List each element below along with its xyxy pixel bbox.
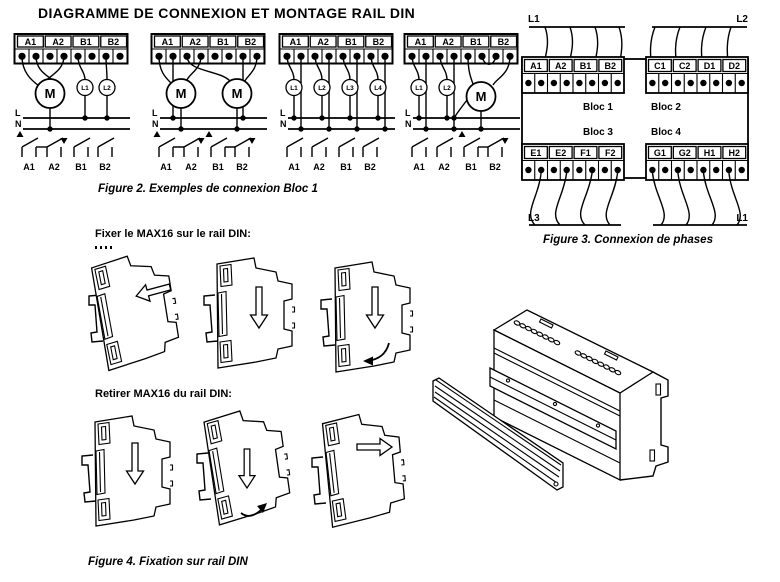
figure3-caption: Figure 3. Connexion de phases [543, 234, 713, 246]
module-remove-step-3 [312, 411, 409, 527]
terminal-label: A2 [189, 37, 201, 47]
terminal-label: A1 [414, 37, 427, 47]
lamp-label: L1 [290, 85, 298, 92]
down-arrow-icon [249, 138, 256, 144]
switch-label: A1 [23, 162, 35, 172]
live-line-label: L [280, 108, 286, 118]
motor-label: M [175, 86, 187, 101]
module-remove-step-1 [82, 416, 173, 526]
up-arrow-icon [206, 131, 213, 137]
switch-label: B1 [75, 162, 87, 172]
motor-label: M [475, 89, 487, 104]
terminal-label: F1 [580, 148, 591, 158]
terminal-strip-bloc2 [646, 57, 748, 93]
figure2-diagram-1 [13, 30, 133, 180]
terminal-label: E2 [555, 148, 567, 158]
lamp-label: L1 [415, 85, 423, 92]
phase-label: L1 [528, 14, 540, 25]
terminal-label: D2 [728, 61, 741, 71]
terminal-label: B1 [80, 37, 92, 47]
phase-label: L2 [736, 14, 748, 25]
din-rail [321, 299, 335, 346]
switch-row [412, 131, 509, 172]
terminal-label: B1 [470, 37, 482, 47]
terminal-label: H2 [728, 148, 741, 158]
neutral-line-label: N [405, 119, 412, 129]
live-line-label: L [405, 108, 411, 118]
switch-label: B1 [340, 162, 352, 172]
motor-label: M [44, 86, 56, 101]
figure3-diagram [515, 5, 755, 257]
terminal-label: B2 [244, 37, 257, 47]
terminal-label: E1 [530, 148, 542, 158]
terminal-strip-bloc1 [522, 57, 624, 93]
module-fix-step-2 [204, 258, 295, 368]
phase-label: L1 [736, 213, 748, 224]
terminal-label: C1 [654, 61, 666, 71]
live-line-label: L [15, 108, 21, 118]
terminal-label: B1 [217, 37, 229, 47]
switch-label: B2 [236, 162, 248, 172]
terminal-label: B1 [579, 61, 592, 71]
module-remove-step-2 [197, 405, 295, 525]
terminal-block [280, 34, 393, 64]
figure2-diagram-2 [150, 30, 270, 180]
terminal-label: F2 [605, 148, 616, 158]
neutral-line-label: N [15, 119, 22, 129]
terminal-label: H1 [703, 148, 716, 158]
fixing-steps-illustration [75, 249, 420, 381]
switch-row [287, 138, 379, 172]
terminal-label: A1 [530, 61, 542, 71]
figure2-diagram-4 [403, 30, 523, 180]
din-rail [82, 455, 96, 502]
phase-label: L3 [528, 213, 540, 224]
switch-label: A1 [160, 162, 172, 172]
din-rail [312, 457, 326, 504]
din-rail [204, 295, 218, 342]
fix-instruction: Fixer le MAX16 sur le rail DIN: [95, 228, 251, 240]
terminal-block [405, 34, 518, 64]
module-fix-step-3 [321, 262, 413, 372]
bloc-label: Bloc 4 [650, 127, 682, 138]
switch-label: A2 [438, 162, 450, 172]
terminal-label: G2 [678, 148, 691, 158]
terminal-label: A2 [317, 37, 329, 47]
switch-label: B2 [489, 162, 501, 172]
switch-label: A2 [185, 162, 197, 172]
lamp-label: L2 [443, 85, 451, 92]
terminal-label: B2 [107, 37, 120, 47]
switch-row [17, 131, 115, 172]
neutral-line-label: N [280, 119, 287, 129]
motor-label: M [231, 86, 243, 101]
switch-label: B2 [364, 162, 376, 172]
terminal-strip-bloc4 [646, 144, 748, 180]
down-arrow-icon [61, 138, 68, 144]
terminal-strip-bloc3 [522, 144, 624, 180]
figure2-diagram-3 [278, 30, 398, 180]
terminal-label: B2 [372, 37, 385, 47]
bloc-label: Bloc 3 [582, 127, 614, 138]
remove-instruction: Retirer MAX16 du rail DIN: [95, 388, 232, 400]
terminal-label: C2 [678, 61, 691, 71]
terminal-label: A2 [554, 61, 567, 71]
switch-label: A2 [48, 162, 60, 172]
lamp-label: L3 [346, 85, 354, 92]
lamp-label: L4 [374, 85, 382, 92]
down-arrow-icon [198, 138, 205, 144]
terminal-block [152, 34, 265, 64]
down-arrow-icon [502, 138, 509, 144]
up-arrow-icon [17, 131, 24, 137]
figure4-caption: Figure 4. Fixation sur rail DIN [88, 556, 248, 568]
terminal-label: D1 [703, 61, 716, 71]
terminal-block [15, 34, 128, 64]
up-arrow-icon [154, 131, 161, 137]
switch-label: A1 [288, 162, 300, 172]
terminal-label: A1 [24, 37, 37, 47]
up-arrow-icon [459, 131, 466, 137]
lamp-label: L2 [103, 85, 111, 92]
switch-label: A1 [413, 162, 425, 172]
removal-steps-illustration [75, 405, 420, 543]
live-line-label: L [152, 108, 158, 118]
bloc-label: Bloc 1 [582, 102, 614, 113]
switch-label: A2 [313, 162, 325, 172]
terminal-label: G1 [653, 148, 666, 158]
page-title: DIAGRAMME DE CONNEXION ET MONTAGE RAIL DIN [38, 5, 416, 21]
module-fix-step-1 [89, 250, 184, 371]
terminal-label: B2 [497, 37, 510, 47]
terminal-label: A2 [442, 37, 454, 47]
switch-label: B1 [465, 162, 477, 172]
lamp-label: L2 [318, 85, 326, 92]
terminal-label: A1 [289, 37, 302, 47]
lamp-label: L1 [81, 85, 89, 92]
switch-row [154, 131, 256, 172]
figure2-caption: Figure 2. Exemples de connexion Bloc 1 [98, 183, 318, 195]
bloc-label: Bloc 2 [650, 102, 682, 113]
din-rail [197, 453, 211, 500]
switch-label: B1 [212, 162, 224, 172]
switch-label: B2 [99, 162, 111, 172]
terminal-label: A1 [161, 37, 174, 47]
max16-device-illustration [420, 290, 778, 552]
terminal-label: B1 [345, 37, 357, 47]
neutral-line-label: N [152, 119, 159, 129]
terminal-label: A2 [52, 37, 64, 47]
terminal-label: B2 [604, 61, 617, 71]
